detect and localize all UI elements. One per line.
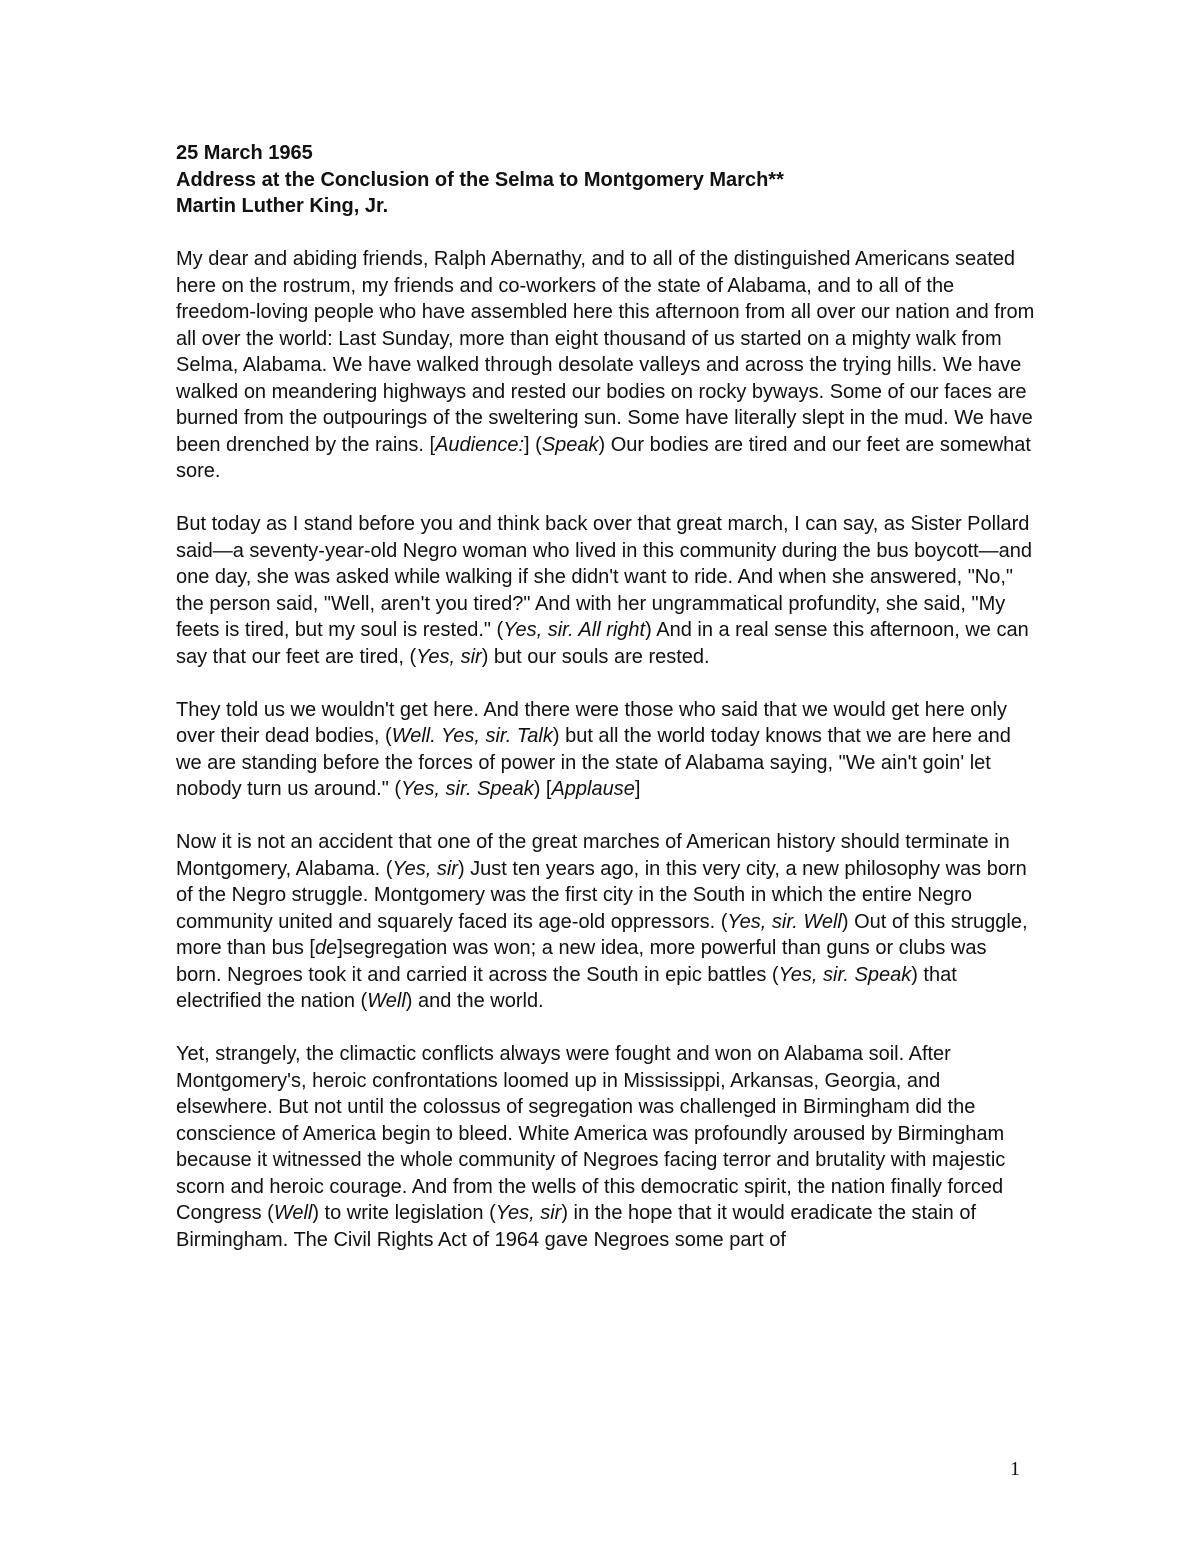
paragraph <box>176 246 1036 485</box>
paragraph-text: ] ( <box>524 433 542 456</box>
paragraph-text: ) Our bodies are tired and our feet are somewhat sore. <box>176 433 1031 482</box>
paragraph <box>176 829 1036 1015</box>
paragraph <box>176 511 1036 670</box>
audience-response: Speak <box>541 433 599 456</box>
document-author: Martin Luther King, Jr. <box>176 195 389 217</box>
paragraph-text: But today as I stand before you and think back over that great march, I can say, as Sister Pollard said—a seventy-year-old Negro woman who lived in this community during the bus boycott—and one day, she was asked while walking if she didn't want to ride. And when she answered, "No," the person said, "Well, aren't you tired?" And with her ungrammatical profundity, she said, "My feets is tired, but my soul is rested." ( <box>176 513 1032 641</box>
paragraph-text: ) that electrified the nation ( <box>176 963 957 1012</box>
paragraph <box>176 1041 1036 1253</box>
audience-response: Yes, sir. Speak <box>401 778 534 800</box>
audience-response: de <box>314 937 338 959</box>
audience-response: Yes, sir. Speak <box>778 963 912 986</box>
paragraph-text: ) [ <box>533 778 552 800</box>
paragraph-text: ) and the world. <box>405 990 544 1012</box>
document-header <box>176 140 1036 220</box>
paragraph-text: My dear and abiding friends, Ralph Abernathy, and to all of the distinguished Americans seated here on the rostrum, my friends and co-workers of the state of Alabama, and to all of the freedom-loving people who have assembled here this afternoon from all over our nation and from all over the world: Last Sunday, more than eight thousand of us started on a mighty walk from Selma, Alabama. We have walked through desolate valleys and across the trying hills. We have walked on meandering highways and rested our bodies on rocky byways. Some of our faces are burned from the outpourings of the sweltering sun. Some have literally slept in the mud. We have been drenched by the rains. [ <box>176 248 1035 456</box>
audience-response: Yes, sir <box>495 1202 562 1224</box>
audience-response: Audience: <box>435 433 525 456</box>
paragraph-text: ) but all the world today knows that we are here and we are standing before the forces of power in the state of Alabama saying, "We ain't goin' let nobody turn us around." ( <box>176 725 1011 800</box>
audience-response: Yes, sir. Well <box>727 910 842 933</box>
audience-response: Yes, sir. All right <box>503 619 646 641</box>
paragraph-text: ) Just ten years ago, in this very city, a new philosophy was born of the Negro struggle. Montgomery was the first city in the South in which the entire Negro community united and squarely faced its age-old oppressors. ( <box>176 857 1027 933</box>
audience-response: Yes, sir <box>416 645 482 668</box>
paragraph <box>176 697 1036 803</box>
paragraph-text: ) to write legislation ( <box>312 1202 496 1224</box>
document-page <box>176 140 1036 1280</box>
paragraph-text: ) Out of this struggle, more than bus [ <box>176 910 1028 959</box>
paragraph-text: ) in the hope that it would eradicate the stain of Birmingham. The Civil Rights Act of 1964 gave Negroes some part of <box>176 1202 977 1251</box>
paragraph-text: ) but our souls are rested. <box>481 645 710 668</box>
audience-response: Well <box>273 1202 313 1224</box>
paragraph-text: Yet, strangely, the climactic conflicts always were fought and won on Alabama soil. After Montgomery's, heroic confrontations loomed up in Mississippi, Arkansas, Georgia, and elsewhere. But not until the colossus of segregation was challenged in Birmingham did the conscience of America begin to bleed. White America was profoundly aroused by Birmingham because it witnessed the whole community of Negroes facing terror and brutality with majestic scorn and heroic courage. And from the wells of this democratic spirit, the nation finally forced Congress ( <box>176 1043 1006 1224</box>
document-body <box>176 246 1036 1253</box>
paragraph-text: Now it is not an accident that one of the great marches of American history should terminate in Montgomery, Alabama. ( <box>176 831 1010 880</box>
audience-response: Yes, sir <box>392 857 458 880</box>
document-date: 25 March 1965 <box>176 142 313 164</box>
audience-response: Well <box>367 990 406 1012</box>
paragraph-text: ]segregation was won; a new idea, more powerful than guns or clubs was born. Negroes took it and carried it across the South in epic battles ( <box>176 937 987 986</box>
audience-response: Applause <box>551 778 635 800</box>
audience-response: Well. Yes, sir. Talk <box>391 725 553 747</box>
paragraph-text: They told us we wouldn't get here. And there were those who said that we would get here only over their dead bodies, ( <box>176 698 1007 747</box>
paragraph-text: ] <box>634 778 641 800</box>
document-title: Address at the Conclusion of the Selma to Montgomery March** <box>176 168 784 191</box>
page-number: 1 <box>1010 1458 1020 1480</box>
paragraph-text: ) And in a real sense this afternoon, we can say that our feet are tired, ( <box>176 619 1029 668</box>
